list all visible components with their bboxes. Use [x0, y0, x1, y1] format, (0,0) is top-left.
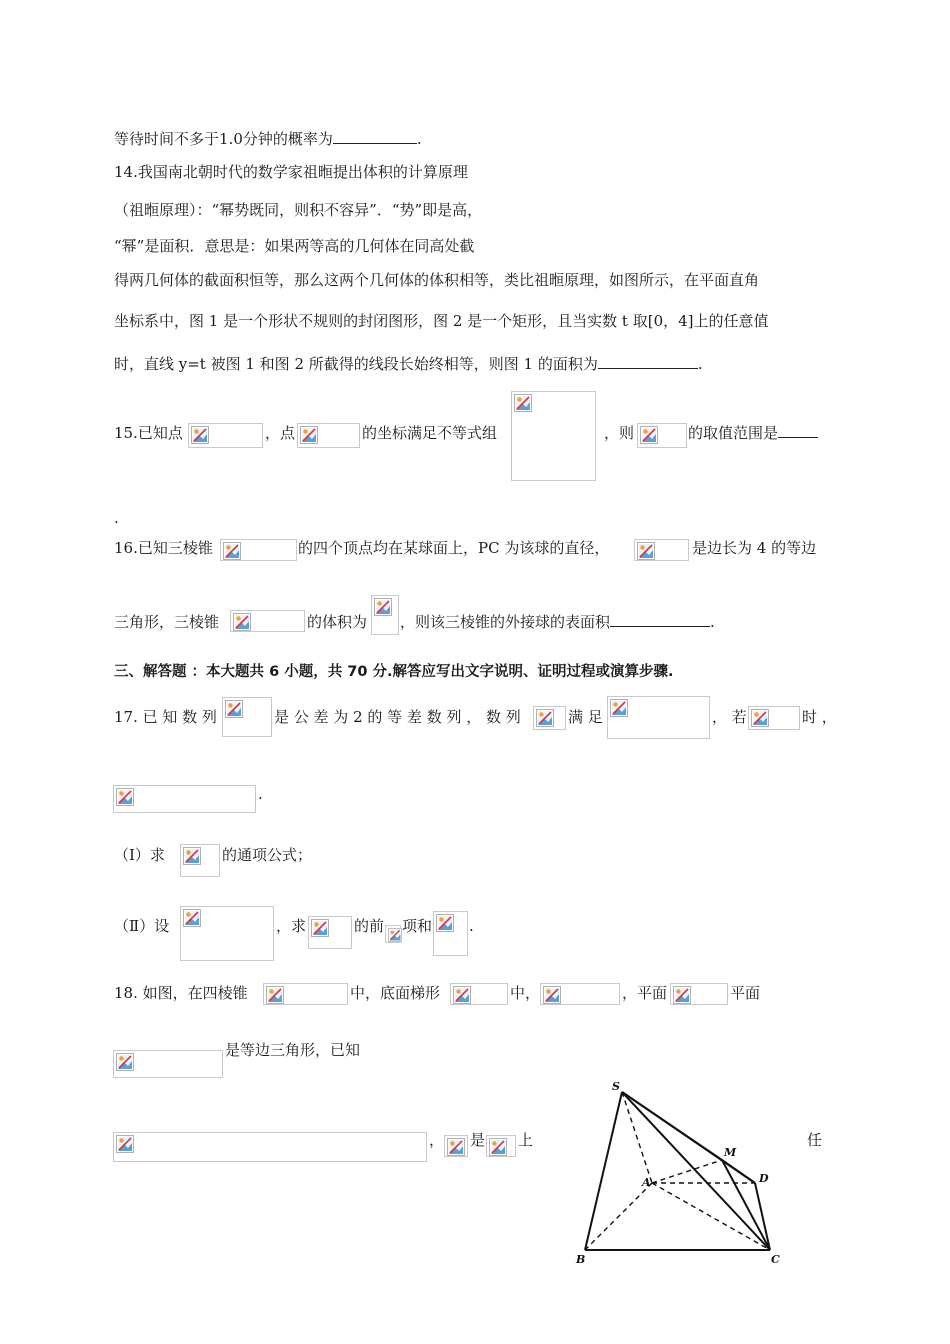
q17-dot: . [258, 785, 263, 803]
broken-image-icon [673, 986, 691, 1004]
broken-image-icon [116, 1135, 134, 1153]
broken-image-icon [489, 1138, 507, 1156]
q16-text-f [400, 612, 715, 632]
broken-image-icon [225, 700, 243, 718]
q17-part-2-d: 项和 [402, 917, 433, 935]
broken-image-icon [514, 394, 532, 412]
vertex-label: M [724, 1146, 737, 1159]
formula-image-placeholder [308, 916, 352, 949]
broken-image-icon [311, 919, 329, 937]
formula-image-placeholder [511, 391, 596, 481]
formula-image-placeholder [670, 983, 728, 1005]
text: . [697, 355, 703, 373]
q18-text-j: 任 [807, 1131, 823, 1149]
broken-image-icon [300, 426, 318, 444]
answer-blank [610, 612, 710, 627]
q16-text-e: 的体积为 [307, 613, 368, 631]
q18-text-b: 中，底面梯形 [350, 984, 441, 1002]
formula-image-placeholder [385, 925, 401, 943]
hidden-edges [585, 1092, 770, 1250]
q14-line-5: 坐标系中，图 1 是一个形状不规则的封闭图形，图 2 是一个矩形，且当实数 t 取[0，4]上的任意值 [114, 312, 769, 330]
formula-image-placeholder [180, 844, 220, 877]
formula-image-placeholder [450, 983, 508, 1005]
text: ，则该三棱锥的外接球的表面积 [400, 613, 611, 631]
q15-text-e [688, 423, 818, 443]
broken-image-icon [191, 426, 209, 444]
q14-line-4: 得两几何体的截面积恒等，那么这两个几何体的体积相等，类比祖暅原理，如图所示，在平面直角 [114, 271, 760, 289]
formula-image-placeholder [486, 1135, 516, 1157]
q16-text-b: 的四个顶点均在某球面上，PC 为该球的直径， [298, 539, 610, 557]
formula-image-placeholder [188, 423, 263, 448]
broken-image-icon [436, 914, 454, 932]
formula-image-placeholder [371, 595, 399, 635]
text: . [416, 130, 422, 148]
q15-text-c: 的坐标满足不等式组 [362, 424, 498, 442]
q17-text-e: 时 ， [802, 708, 837, 726]
formula-image-placeholder [220, 539, 297, 561]
line-1 [114, 129, 422, 149]
q17-text-a: 17. 已 知 数 列 [114, 708, 217, 726]
vertex-label: S [612, 1080, 620, 1093]
q17-part-2-a: （Ⅱ）设 [114, 917, 170, 935]
vertex-label: C [771, 1253, 780, 1266]
broken-image-icon [751, 709, 769, 727]
q17-part-2-e: . [469, 917, 474, 935]
formula-image-placeholder [230, 610, 305, 632]
formula-image-placeholder [634, 539, 689, 561]
q16-text-d: 三角形，三棱锥 [114, 613, 220, 631]
formula-image-placeholder [533, 706, 566, 730]
broken-image-icon [640, 426, 658, 444]
broken-image-icon [453, 986, 471, 1004]
q16-text-c: 是边长为 4 的等边 [692, 539, 817, 557]
q14-line-1: 14.我国南北朝时代的数学家祖暅提出体积的计算原理 [114, 163, 468, 181]
pyramid-figure [560, 1070, 800, 1270]
broken-image-icon [116, 788, 134, 806]
formula-image-placeholder [180, 906, 274, 961]
q18-text-g: ， [429, 1131, 445, 1149]
solid-edges [585, 1092, 770, 1250]
section-heading: 三、解答题 ：本大题共 6 小题，共 70 分.解答应写出文字说明、证明过程或演算步骤. [114, 664, 674, 680]
text: . [710, 613, 715, 631]
q14-line-2: （祖暅原理）：“幂势既同，则积不容异”．“势”即是高， [114, 201, 483, 219]
formula-image-placeholder [637, 423, 687, 448]
vertex-label: A [642, 1176, 651, 1189]
broken-image-icon [116, 1053, 134, 1071]
text: 等待时间不多于 [114, 130, 220, 148]
text: 的取值范围是 [688, 424, 779, 442]
vertex-label: B [576, 1253, 586, 1266]
broken-image-icon [610, 699, 628, 717]
formula-image-placeholder [263, 983, 348, 1005]
broken-image-icon [266, 986, 284, 1004]
formula-image-placeholder [607, 696, 710, 739]
q17-part-1-a: （Ⅰ）求 [114, 846, 165, 864]
q18-text-a: 18. 如图，在四棱锥 [114, 984, 248, 1002]
broken-image-icon [637, 542, 655, 560]
q18-text-f: 是等边三角形，已知 [225, 1041, 361, 1059]
formula-image-placeholder [748, 706, 800, 730]
answer-blank [598, 354, 698, 369]
q17-text-c: 满 足 [568, 708, 603, 726]
text: 分钟的概率为 [242, 130, 333, 148]
broken-image-icon [447, 1138, 465, 1156]
formula-image-placeholder [444, 1135, 468, 1157]
q17-text-d: ， 若 [712, 708, 747, 726]
vertex-label: D [759, 1172, 769, 1185]
broken-image-icon [388, 928, 402, 942]
broken-image-icon [183, 847, 201, 865]
q14-line-3: “幂”是面积．意思是：如果两等高的几何体在同高处截 [114, 237, 475, 255]
q15-text-d: ，则 [604, 424, 635, 442]
q14-line-6 [114, 354, 703, 374]
formula-image-placeholder [113, 785, 256, 813]
formula-image-placeholder [297, 423, 360, 448]
q18-text-c: 中， [510, 984, 541, 1002]
formula-image-placeholder [113, 1132, 427, 1162]
formula-image-placeholder [113, 1050, 223, 1078]
text: 时，直线 y=t 被图 1 和图 2 所截得的线段长始终相等，则图 1 的面积为 [114, 355, 598, 373]
formula-image-placeholder [433, 911, 468, 956]
broken-image-icon [374, 598, 392, 616]
answer-blank [333, 129, 417, 144]
broken-image-icon [536, 709, 554, 727]
q18-text-e: 平面 [730, 984, 761, 1002]
q17-part-1-b: 的通项公式； [222, 846, 313, 864]
q16-text-a: 16.已知三棱锥 [114, 539, 213, 557]
q17-text-b: 是 公 差 为 2 的 等 差 数 列 ， 数 列 [274, 708, 521, 726]
q18-text-i: 上 [518, 1131, 534, 1149]
broken-image-icon [183, 909, 201, 927]
formula-image-placeholder [222, 697, 272, 737]
broken-image-icon [543, 986, 561, 1004]
q15-text-a: 15.已知点 [114, 424, 183, 442]
q17-part-2-c: 的前 [354, 917, 385, 935]
q18-text-h: 是 [470, 1131, 486, 1149]
broken-image-icon [223, 542, 241, 560]
q17-part-2-b: ，求 [276, 917, 307, 935]
q15-dot: . [114, 509, 119, 527]
q18-text-d: ，平面 [622, 984, 668, 1002]
q15-text-b: ，点 [265, 424, 296, 442]
answer-blank [778, 423, 818, 438]
text: 1.0 [219, 130, 243, 148]
broken-image-icon [233, 613, 251, 631]
formula-image-placeholder [540, 983, 620, 1005]
